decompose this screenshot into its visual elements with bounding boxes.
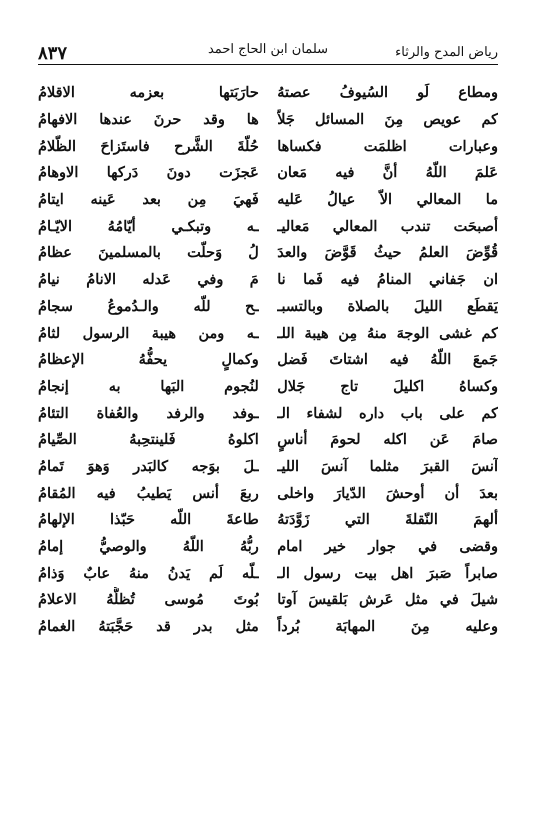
verse-line	[38, 347, 498, 374]
running-header-author: سلمان ابن الحاج احمد	[207, 42, 329, 57]
verse-line	[38, 560, 498, 587]
verse-line	[38, 294, 498, 321]
verse-second-hemistich: مثل بدر قد حَجَّبَتهُ الغمامُ	[38, 618, 259, 636]
verse-second-hemistich: لنُجوم البَها به إنجامُ	[38, 377, 259, 395]
verse-line	[38, 480, 498, 507]
verse-first-hemistich: وعليه مِنَ المهابَة بُرداً	[277, 618, 498, 636]
verse-second-hemistich: ـلّه لَم يَدنُ منهُ عابٌ وَذامُ	[38, 564, 259, 582]
verse-second-hemistich: ها وقد حرنَ عندها الافهامُ	[38, 111, 259, 129]
verse-first-hemistich: كم عويص مِنَ المسائل جَلاّ	[277, 111, 498, 129]
verse-line	[38, 107, 498, 134]
verse-first-hemistich: ما المعالي الاّ عيالُ عَليه	[277, 191, 498, 209]
verse-first-hemistich: وقضى في جوار خير امام	[277, 538, 498, 556]
verse-first-hemistich: وكساهُ اكليلَ تاج جَلال	[277, 377, 498, 395]
verse-first-hemistich: ألهمَ النّقلةَ التي زَوَّدَتهُ	[277, 511, 498, 529]
verse-first-hemistich: شيلَ في مثل عَرش بَلقيسَ آوتا	[277, 591, 498, 609]
verse-first-hemistich: ومطاع لَو السُيوفُ عصتهُ	[277, 84, 498, 102]
verse-line	[38, 213, 498, 240]
verse-first-hemistich: بعدَ أن أوحشَ الدّيارَ واخلى	[277, 484, 498, 502]
verse-line	[38, 160, 498, 187]
page-header	[38, 30, 498, 65]
verse-first-hemistich: صابراً صَبرَ اهل بيت رسول الـ	[277, 564, 498, 582]
verse-line	[38, 614, 498, 641]
verse-line	[38, 400, 498, 427]
verse-line	[38, 320, 498, 347]
verse-second-hemistich: اكلوهُ فَلينتحِبهُ الصِّيامُ	[38, 431, 259, 449]
verse-line	[38, 587, 498, 614]
verse-line	[38, 240, 498, 267]
running-header-section: رياض المدح والرثاء	[395, 45, 498, 60]
verse-second-hemistich: حُلّةَ الشَّرح فاستَزاحَ الظّلامُ	[38, 137, 259, 155]
verse-second-hemistich: ربعَ أنس يَطيبُ فيه المُقامُ	[38, 484, 259, 502]
poem-body	[38, 80, 498, 640]
verse-second-hemistich: عَجزَت دونَ دَركها الاوهامُ	[38, 164, 259, 182]
verse-first-hemistich: جَمعَ اللّهُ فيه اشتاتَ فَضل	[277, 351, 498, 369]
verse-line	[38, 80, 498, 107]
verse-line	[38, 427, 498, 454]
verse-second-hemistich: مَ وفي عَدله الانامُ نيامُ	[38, 271, 259, 289]
verse-first-hemistich: كم على باب داره لشفاء الـ	[277, 404, 498, 422]
verse-second-hemistich: لُ وَحلّت بالمسلمينَ عظامُ	[38, 244, 259, 262]
verse-first-hemistich: عَلمَ اللّهُ أنَّ فيه مَعان	[277, 164, 498, 182]
verse-line	[38, 187, 498, 214]
verse-first-hemistich: ان جَفاني المنامُ فيه فَما نا	[277, 271, 498, 289]
verse-line	[38, 374, 498, 401]
verse-first-hemistich: كم غشى الوجهَ منهُ مِن هيبة اللـ	[277, 324, 498, 342]
verse-second-hemistich: ـح للّه والـدُموعُ سجامُ	[38, 297, 259, 315]
verse-second-hemistich: وكمالٍ يحفُّهُ الإعظامُ	[38, 351, 259, 369]
verse-first-hemistich: قُوِّضَ العلمُ حيثُ قَوَّضَ والعدَ	[277, 244, 498, 262]
verse-second-hemistich: ـه ومن هيبة الرسول لثامُ	[38, 324, 259, 342]
verse-second-hemistich: ـه وتبكـي أيّامُهُ الايّـامُ	[38, 217, 259, 235]
verse-second-hemistich: حارَبَتها بعزمه الاقلامُ	[38, 84, 259, 102]
verse-first-hemistich: وعبارات اظلمَت فكساها	[277, 137, 498, 155]
verse-line	[38, 454, 498, 481]
verse-second-hemistich: بُوتَ مُوسى تُظلُّهُ الاعلامُ	[38, 591, 259, 609]
verse-second-hemistich: فَهيَ مِن بعد عَينه ايتامُ	[38, 191, 259, 209]
verse-second-hemistich: طاعةَ اللّه حَبّذا الإلهامُ	[38, 511, 259, 529]
verse-line	[38, 507, 498, 534]
verse-second-hemistich: ربُّهُ اللّهُ والوصيُّ إمامُ	[38, 538, 259, 556]
verse-line	[38, 534, 498, 561]
verse-first-hemistich: أصبحَت تندب المعالي مَعاليـ	[277, 217, 498, 235]
verse-line	[38, 133, 498, 160]
verse-line	[38, 267, 498, 294]
verse-first-hemistich: يَقطَع الليلَ بالصلاة وبالتسبـ	[277, 297, 498, 315]
verse-second-hemistich: ـوفد والرفد والعُفاة التئامُ	[38, 404, 259, 422]
verse-first-hemistich: صامَ عَن اكله لحومَ أناسٍ	[277, 431, 498, 449]
verse-first-hemistich: آنسَ القبرَ مثلما آنسَ الليـ	[277, 457, 498, 475]
verse-second-hemistich: ـلَ بوَجه كالبَدر وَهوَ تَمامُ	[38, 457, 259, 475]
page-number: ٨٣٧	[38, 43, 68, 64]
